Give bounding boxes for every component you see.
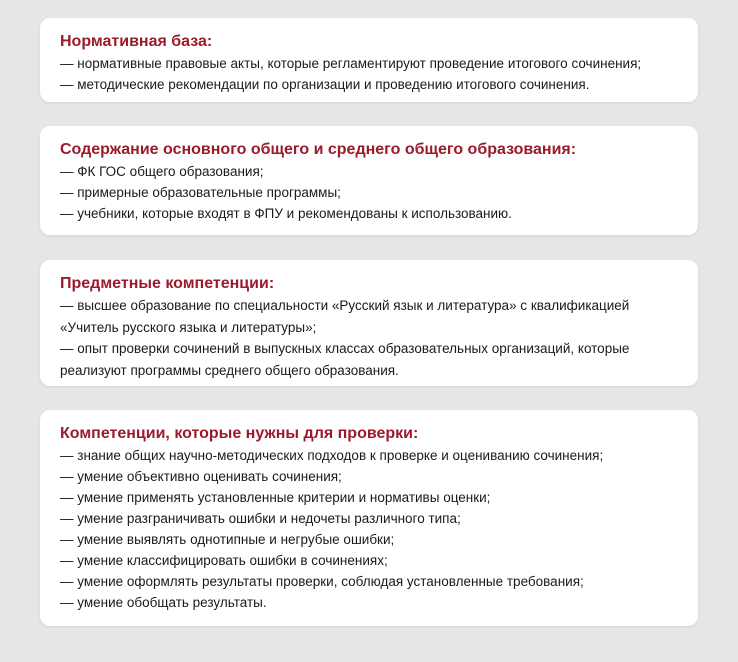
list-item: — учебники, которые входят в ФПУ и рекомендованы к использованию. xyxy=(60,206,512,221)
card-education-content xyxy=(40,126,698,235)
section-title: Содержание основного общего и среднего общего образования: xyxy=(60,141,577,158)
card-checking-competencies xyxy=(40,410,698,626)
section-list xyxy=(60,53,678,95)
card-normative-base xyxy=(40,18,698,102)
list-item: — умение объективно оценивать сочинения; xyxy=(60,469,342,484)
list-item: — ФК ГОС общего образования; xyxy=(60,164,264,179)
list-item: — нормативные правовые акты, которые регламентируют проведение итогового сочинения; xyxy=(60,56,642,71)
section-title: Предметные компетенции: xyxy=(60,275,275,292)
section-list xyxy=(60,295,678,381)
card-subject-competencies xyxy=(40,260,698,386)
list-item: — умение оформлять результаты проверки, соблюдая установленные требования; xyxy=(60,574,584,589)
list-item: — умение классифицировать ошибки в сочинениях; xyxy=(60,553,388,568)
list-item: — умение применять установленные критерии и нормативы оценки; xyxy=(60,490,491,505)
list-item: — примерные образовательные программы; xyxy=(60,185,341,200)
list-item: — высшее образование по специальности «Русский язык и литература» с квалификацией «Учитель русского языка и литературы»; xyxy=(60,298,630,335)
list-item: — умение разграничивать ошибки и недочеты различного типа; xyxy=(60,511,461,526)
list-item: — умение выявлять однотипные и негрубые ошибки; xyxy=(60,532,395,547)
list-item: — опыт проверки сочинений в выпускных классах образовательных организаций, которые реализуют программы среднего общего образования. xyxy=(60,341,630,378)
section-list xyxy=(60,161,678,224)
section-title: Нормативная база: xyxy=(60,33,213,50)
list-item: — умение обобщать результаты. xyxy=(60,595,267,610)
section-list xyxy=(60,445,678,613)
list-item: — знание общих научно-методических подходов к проверке и оцениванию сочинения; xyxy=(60,448,604,463)
section-title: Компетенции, которые нужны для проверки: xyxy=(60,425,419,442)
list-item: — методические рекомендации по организации и проведению итогового сочинения. xyxy=(60,77,590,92)
